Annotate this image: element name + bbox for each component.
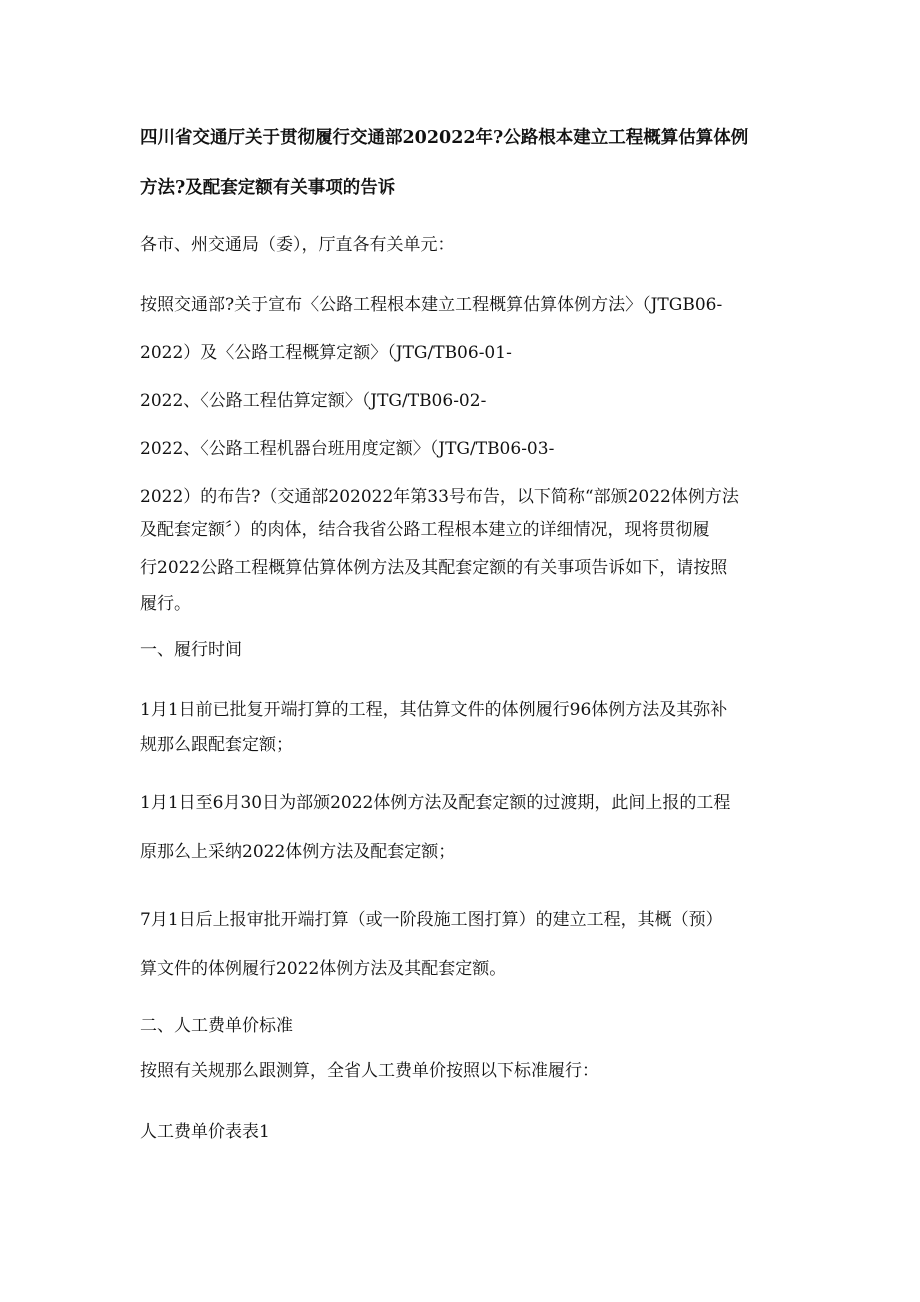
document-title-line-1: 四川省交通厅关于贯彻履行交通部202022年?公路根本建立工程概算估算体例 — [140, 128, 749, 148]
section-2-heading: 二、人工费单价标准 — [140, 1016, 293, 1036]
intro-line: 2022）及〈公路工程概算定额〉（JTG/TB06-01- — [140, 343, 512, 363]
intro-line: 行2022公路工程概算估算体例方法及其配套定额的有关事项告诉如下，请按照 — [140, 558, 728, 578]
section-2-text: 按照有关规那么跟测算，全省人工费单价按照以下标准履行： — [140, 1061, 599, 1081]
intro-line: 按照交通部?关于宣布〈公路工程根本建立工程概算估算体例方法〉（JTGB06- — [140, 295, 723, 315]
intro-line: 2022、〈公路工程机器台班用度定额〉（JTG/TB06-03- — [140, 439, 555, 459]
section-1-item-line: 7月1日后上报审批开端打算（或一阶段施工图打算）的建立工程，其概（预） — [140, 910, 723, 930]
section-1-item-line: 原那么上采纳2022体例方法及配套定额； — [140, 842, 456, 862]
document-title-line-2: 方法?及配套定额有关事项的告诉 — [140, 178, 396, 198]
table-caption: 人工费单价表表1 — [140, 1122, 270, 1142]
section-1-heading: 一、履行时间 — [140, 640, 242, 660]
section-1-item-line: 算文件的体例履行2022体例方法及其配套定额。 — [140, 959, 507, 979]
intro-line: 及配套定额〞）的肉体，结合我省公路工程根本建立的详细情况，现将贯彻履 — [140, 520, 710, 540]
intro-line: 2022、〈公路工程估算定额〉（JTG/TB06-02- — [140, 391, 487, 411]
section-1-item-line: 规那么跟配套定额； — [140, 735, 293, 755]
intro-line: 履行。 — [140, 594, 191, 614]
section-1-item-line: 1月1日至6月30日为部颁2022体例方法及配套定额的过渡期，此间上报的工程 — [140, 793, 731, 813]
section-1-item-line: 1月1日前已批复开端打算的工程，其估算文件的体例履行96体例方法及其弥补 — [140, 700, 728, 720]
salutation: 各市、州交通局（委），厅直各有关单元： — [140, 235, 455, 255]
intro-line: 2022）的布告?（交通部202022年第33号布告，以下简称“部颁2022体例方法 — [140, 487, 739, 507]
